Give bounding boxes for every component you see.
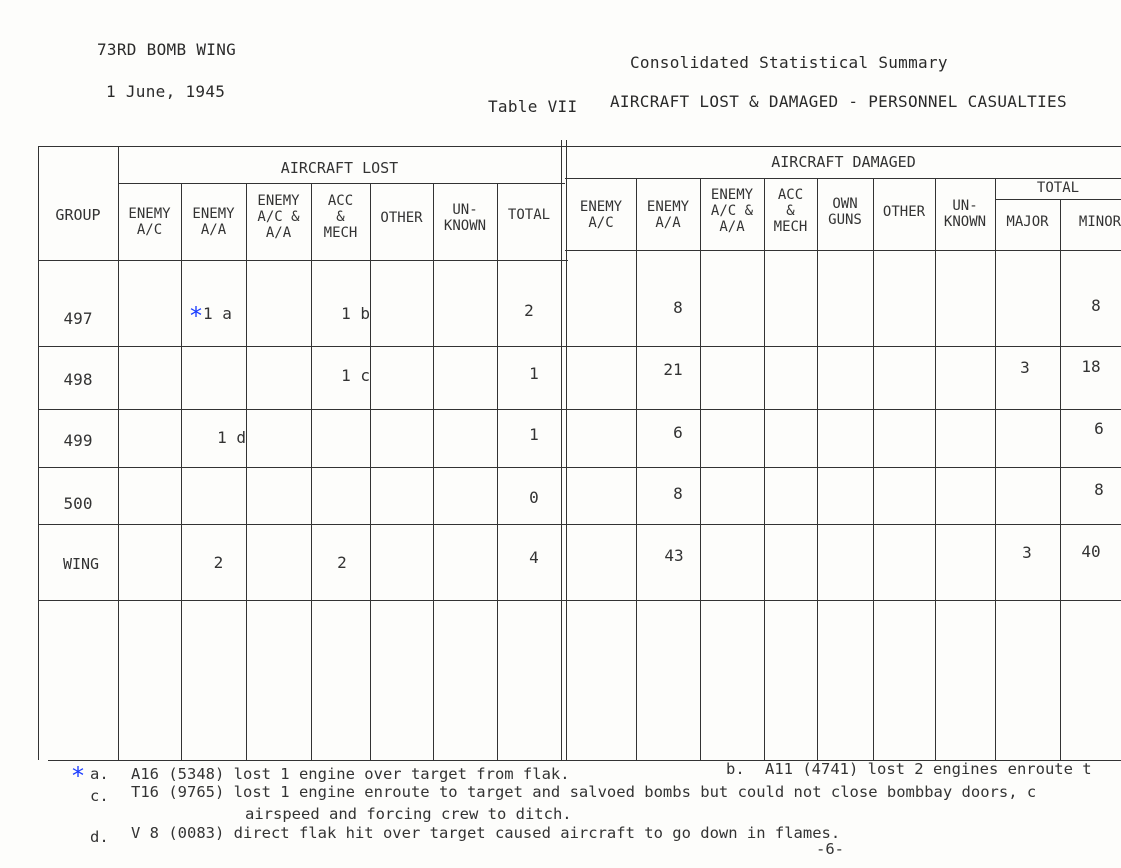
lost-enemy-aa-cell: 2 bbox=[213, 553, 224, 572]
asterisk-mark: * bbox=[72, 762, 84, 790]
footnote-c-text: T16 (9765) lost 1 engine enroute to target and salvoed bombs but could not close bombbay doors, c bbox=[131, 783, 1037, 801]
dmg-minor-cell: 8 bbox=[1094, 480, 1104, 499]
dmg-col-enemy-ac: ENEMY A/C bbox=[579, 199, 623, 231]
group-cell: 499 bbox=[63, 431, 93, 450]
lost-total-cell: 1 bbox=[529, 364, 539, 383]
aircraft-lost-header: AIRCRAFT LOST bbox=[280, 159, 399, 177]
footnote-c-label: c. bbox=[90, 787, 109, 805]
footnote-c-text-continued: airspeed and forcing crew to ditch. bbox=[245, 805, 572, 823]
lost-total-cell: 2 bbox=[524, 301, 534, 320]
lost-acc-mech-cell: 1 c bbox=[341, 366, 370, 385]
lost-total-cell: 4 bbox=[529, 548, 539, 567]
dmg-col-enemy-aa: ENEMY A/A bbox=[646, 199, 690, 231]
dmg-col-major: MAJOR bbox=[1006, 214, 1049, 230]
dmg-enemy-aa-cell: 8 bbox=[673, 298, 683, 317]
lost-col-enemy-ac: ENEMY A/C bbox=[128, 206, 171, 238]
lost-enemy-aa-cell: 1 d bbox=[217, 428, 246, 447]
footnote-b-text: A11 (4741) lost 2 engines enroute t bbox=[765, 760, 1092, 778]
table-title: AIRCRAFT LOST & DAMAGED - PERSONNEL CASUALTIES bbox=[610, 92, 1067, 111]
lost-total-cell: 0 bbox=[529, 488, 539, 507]
footnote-d-label: d. bbox=[90, 828, 109, 846]
dmg-enemy-aa-cell: 6 bbox=[673, 423, 683, 442]
dmg-col-unknown: UN- KNOWN bbox=[943, 198, 987, 230]
group-cell: WING bbox=[62, 555, 100, 573]
dmg-minor-cell: 8 bbox=[1091, 296, 1101, 315]
page-number: -6- bbox=[816, 840, 844, 858]
org-name: 73RD BOMB WING bbox=[97, 40, 237, 59]
lost-col-other: OTHER bbox=[380, 210, 423, 226]
lost-col-total: TOTAL bbox=[507, 207, 551, 223]
group-cell: 497 bbox=[63, 309, 93, 328]
footnote-b-label: b. bbox=[726, 760, 745, 778]
dmg-col-enemy-ac-aa: ENEMY A/C & A/A bbox=[710, 187, 754, 235]
lost-total-cell: 1 bbox=[529, 425, 539, 444]
lost-col-acc-mech: ACC & MECH bbox=[323, 193, 358, 241]
lost-acc-mech-cell: 2 bbox=[337, 553, 347, 572]
dmg-col-other: OTHER bbox=[882, 204, 926, 220]
lost-acc-mech-cell: 1 b bbox=[341, 304, 370, 323]
dmg-enemy-aa-cell: 8 bbox=[673, 484, 683, 503]
dmg-enemy-aa-cell: 21 bbox=[663, 360, 683, 379]
footnote-d-text: V 8 (0083) direct flak hit over target caused aircraft to go down in flames. bbox=[131, 824, 841, 842]
lost-enemy-aa-cell: 1 a bbox=[203, 304, 232, 323]
table-number: Table VII bbox=[488, 97, 578, 116]
group-cell: 498 bbox=[63, 370, 93, 389]
dmg-major-cell: 3 bbox=[1020, 358, 1030, 377]
group-column-header: GROUP bbox=[55, 206, 101, 224]
aircraft-damaged-header: AIRCRAFT DAMAGED bbox=[771, 153, 916, 171]
lost-col-unknown: UN- KNOWN bbox=[443, 202, 487, 234]
footnote-a-text: A16 (5348) lost 1 engine over target from flak. bbox=[131, 765, 570, 783]
report-title: Consolidated Statistical Summary bbox=[630, 53, 948, 72]
damaged-total-header: TOTAL bbox=[1036, 180, 1080, 196]
dmg-col-acc-mech: ACC & MECH bbox=[773, 187, 808, 235]
footnote-a-label: a. bbox=[90, 765, 109, 783]
lost-col-enemy-ac-aa: ENEMY A/C & A/A bbox=[257, 193, 300, 241]
asterisk-mark: * bbox=[190, 302, 202, 330]
group-cell: 500 bbox=[63, 494, 93, 513]
lost-col-enemy-aa: ENEMY A/A bbox=[192, 206, 235, 238]
dmg-minor-cell: 18 bbox=[1081, 357, 1101, 376]
dmg-major-cell: 3 bbox=[1022, 543, 1032, 562]
dmg-col-own-guns: OWN GUNS bbox=[828, 196, 862, 228]
dmg-minor-cell: 6 bbox=[1094, 419, 1104, 438]
dmg-enemy-aa-cell: 43 bbox=[664, 546, 684, 565]
dmg-col-minor: MINOR bbox=[1078, 214, 1121, 230]
report-date: 1 June, 1945 bbox=[106, 82, 226, 101]
dmg-minor-cell: 40 bbox=[1081, 542, 1101, 561]
